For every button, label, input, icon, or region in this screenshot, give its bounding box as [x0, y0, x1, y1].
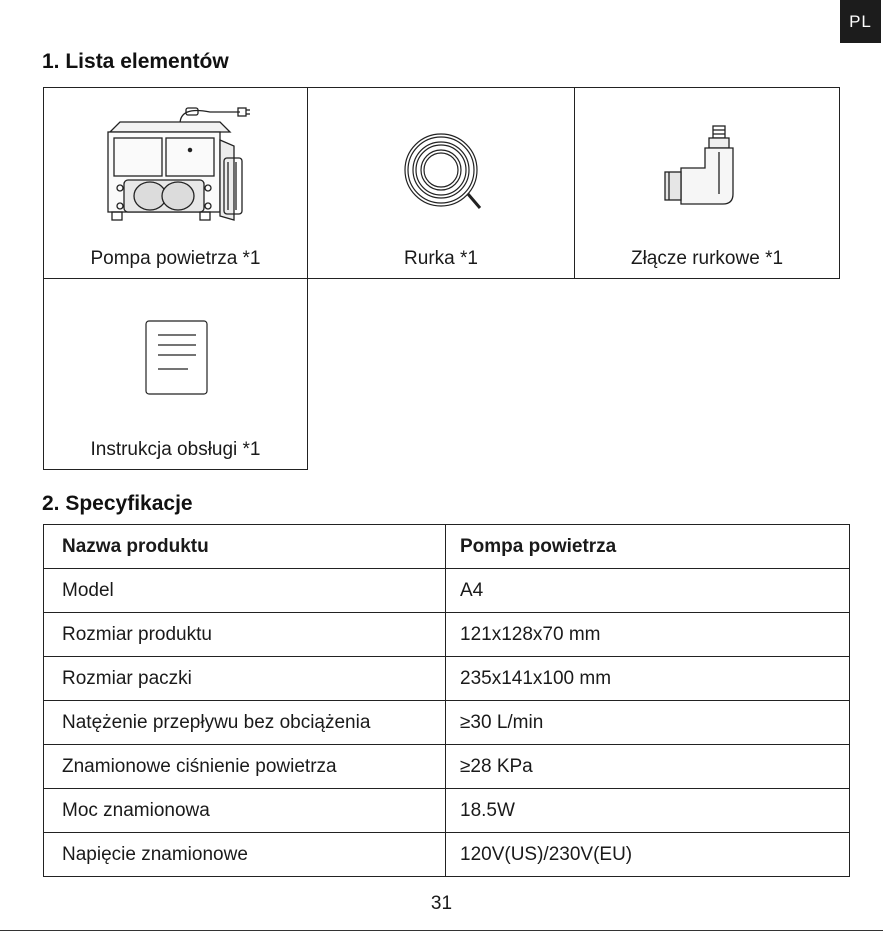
page-number: 31: [430, 893, 453, 914]
spec-name: Model: [44, 569, 446, 613]
item-label: Złącze rurkowe *1: [630, 248, 784, 269]
section-title-specs: 2. Specyfikacje: [42, 492, 193, 515]
table-row: [44, 745, 850, 789]
item-label: Pompa powietrza *1: [90, 248, 261, 269]
item-cell-connector: [574, 87, 840, 279]
table-row: [44, 613, 850, 657]
item-cell-tube: [307, 87, 575, 279]
table-row: [44, 569, 850, 613]
spec-value: ≥28 KPa: [446, 745, 850, 789]
table-row: [44, 657, 850, 701]
table-row: [44, 833, 850, 877]
spec-name: Natężenie przepływu bez obciążenia: [44, 701, 446, 745]
spec-value: ≥30 L/min: [446, 701, 850, 745]
spec-table: [43, 524, 850, 877]
spec-name: Moc znamionowa: [44, 789, 446, 833]
spec-value: A4: [446, 569, 850, 613]
tube-connector-icon: [659, 122, 739, 208]
item-label: Rurka *1: [404, 248, 478, 269]
spec-header-name: Nazwa produktu: [44, 525, 446, 569]
air-pump-icon: [100, 102, 250, 230]
language-tab: PL: [840, 0, 881, 43]
spec-name: Napięcie znamionowe: [44, 833, 446, 877]
spec-name: Znamionowe ciśnienie powietrza: [44, 745, 446, 789]
table-row: [44, 701, 850, 745]
spec-value: 235x141x100 mm: [446, 657, 850, 701]
item-cell-air-pump: [43, 87, 308, 279]
item-cell-manual: [43, 278, 308, 470]
manual-icon: [144, 319, 210, 397]
spec-value: 121x128x70 mm: [446, 613, 850, 657]
table-row: [44, 789, 850, 833]
spec-header-row: [44, 525, 850, 569]
item-label: Instrukcja obsługi *1: [90, 439, 261, 460]
section-title-items: 1. Lista elementów: [42, 50, 229, 73]
spec-header-value: Pompa powietrza: [446, 525, 850, 569]
spec-name: Rozmiar paczki: [44, 657, 446, 701]
spec-value: 120V(US)/230V(EU): [446, 833, 850, 877]
spec-name: Rozmiar produktu: [44, 613, 446, 657]
tube-coil-icon: [398, 130, 488, 214]
spec-value: 18.5W: [446, 789, 850, 833]
bottom-divider: [0, 930, 883, 931]
